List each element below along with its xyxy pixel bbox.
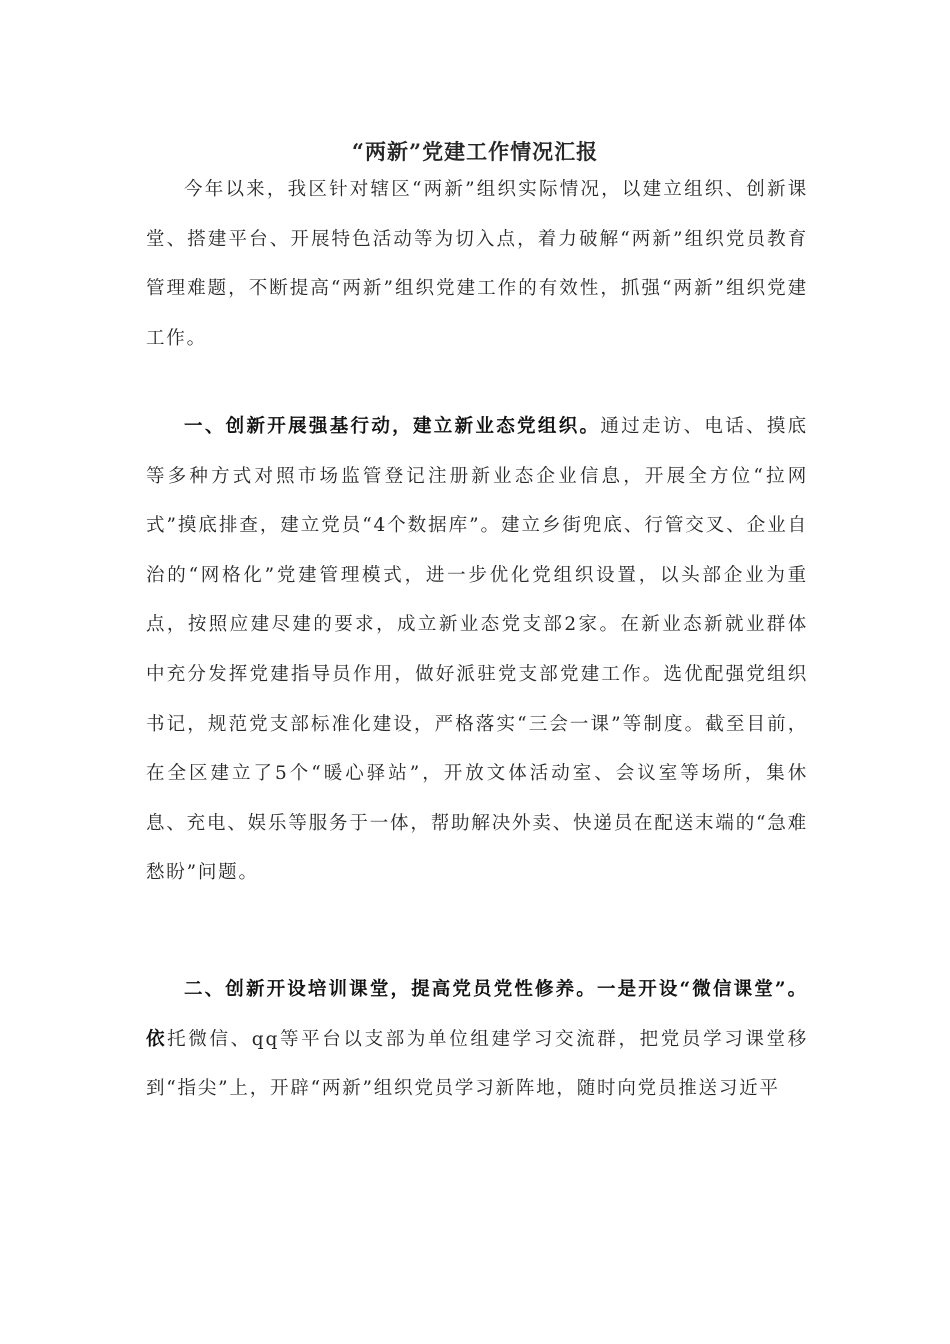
section-2-body: 托微信、qq等平台以支部为单位组建学习交流群，把党员学习课堂移到“指尖”上，开辟“两新”组织党员学习新阵地，随时向党员推送习近平 xyxy=(146,1028,808,1100)
intro-paragraph: 今年以来，我区针对辖区“两新”组织实际情况，以建立组织、创新课堂、搭建平台、开展特色活动等为切入点，着力破解“两新”组织党员教育管理难题，不断提高“两新”组织党建工作的有效性，抓强“两新”组织党建工作。 xyxy=(146,179,808,349)
section-2-paragraph xyxy=(146,965,808,1114)
section-2-heading: 二、创新开设培训课堂，提高党员党性修养。 xyxy=(184,979,597,1000)
section-1-body: 通过走访、电话、摸底等多种方式对照市场监管登记注册新业态企业信息，开展全方位“拉网式”摸底排查，建立党员“4个数据库”。建立乡街兜底、行管交叉、企业自治的“网格化”党建管理模式，进一步优化党组织设置，以头部企业为重点，按照应建尽建的要求，成立新业态党支部2家。在新业态新就业群体中充分发挥党建指导员作用，做好派驻党支部党建工作。选优配强党组织书记，规范党支部标准化建设，严格落实“三会一课”等制度。截至目前，在全区建立了5个“暖心驿站”，开放文体活动室、会议室等场所，集休息、充电、娱乐等服务于一体，帮助解决外卖、快递员在配送末端的“急难愁盼”问题。 xyxy=(146,416,808,884)
document-title: “两新”党建工作情况汇报 xyxy=(351,139,599,164)
section-1-heading: 一、创新开展强基行动，建立新业态党组织。 xyxy=(184,416,601,437)
section-1-paragraph xyxy=(146,402,808,898)
section-2-subheading: 一是开设“微信课堂”。依 xyxy=(146,979,808,1050)
